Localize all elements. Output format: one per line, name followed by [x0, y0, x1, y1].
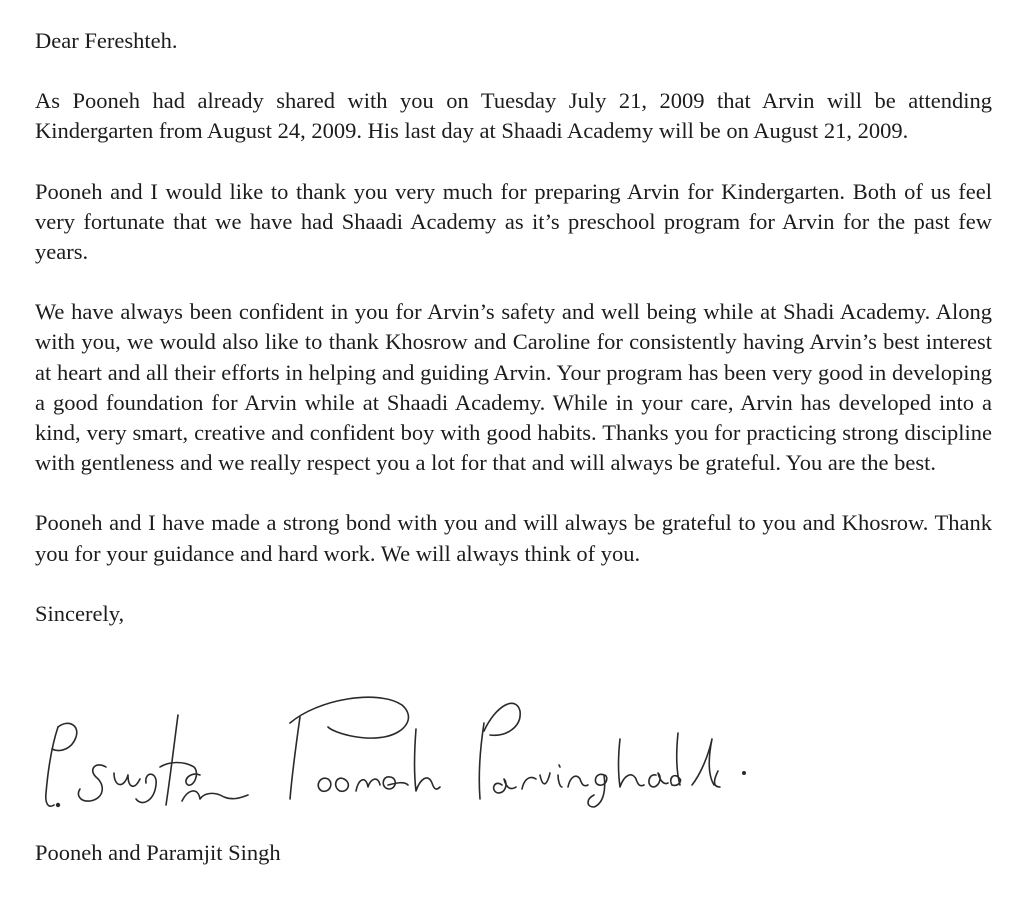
- paragraph-4: Pooneh and I have made a strong bond with you and will always be grateful to you and Khosrow. Thank you for your guidance and hard work. We will always think of you.: [35, 510, 992, 566]
- paragraph-3: We have always been confident in you for Arvin’s safety and well being while at Shadi Academy. Along with you, we would also like to thank Khosrow and Caroline for consistently having Arvin’s best interest at heart and all their efforts in helping and guiding Arvin. Your program has been very good in developing a good foundation for Arvin while at Shaadi Academy. While in your care, Arvin has developed into a kind, very smart, creative and confident boy with good habits. Thanks you for practicing strong discipline with gentleness and we really respect you a lot for that and will always be grateful. You are the best.: [35, 299, 992, 476]
- salutation: Dear Fereshteh.: [35, 28, 178, 53]
- signer-name: Pooneh and Paramjit Singh: [35, 840, 281, 865]
- paragraph-2: Pooneh and I would like to thank you very much for preparing Arvin for Kindergarten. Both of us feel very fortunate that we have had Shaadi Academy as it’s preschool program for Arvin for the past few years.: [35, 178, 992, 265]
- letter-body: [35, 26, 992, 629]
- paragraph-1: As Pooneh had already shared with you on Tuesday July 21, 2009 that Arvin will be attending Kindergarten from August 24, 2009. His last day at Shaadi Academy will be on August 21, 2009.: [35, 88, 992, 144]
- closing: Sincerely,: [35, 600, 125, 626]
- handwritten-signature: [28, 675, 768, 835]
